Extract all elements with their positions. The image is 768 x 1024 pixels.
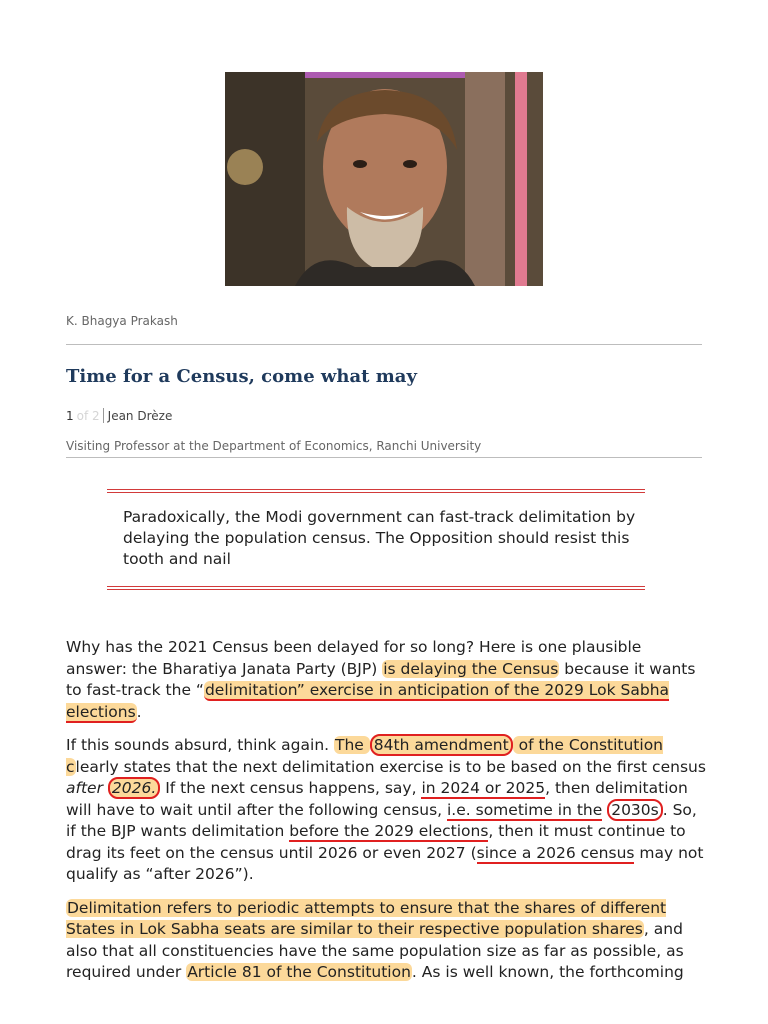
article-meta: [66, 408, 172, 423]
pullquote-top-rule: [107, 489, 645, 493]
text-run: . So, if the BJP wants delimitation: [66, 800, 697, 840]
page-total: of 2: [76, 408, 100, 423]
circled-text: 2030s: [607, 799, 663, 821]
pullquote-bottom-rule: [107, 586, 645, 590]
text-run: If the next census happens, say,: [160, 779, 422, 797]
text-run: If this sounds absurd, think again.: [66, 736, 334, 754]
page-number: 1: [66, 408, 74, 423]
text-run: , and also that all constituencies have the same population size as far as possible, as required under: [66, 920, 684, 981]
paragraph-1: [66, 637, 706, 723]
author-name[interactable]: Jean Drèze: [107, 408, 173, 423]
text-run: may not qualify as “after 2026”).: [66, 843, 704, 883]
pull-quote: Paradoxically, the Modi government can fast-track delimitation by delaying the population census. The Opposition should resist this tooth and nail: [123, 508, 636, 568]
text-run: because it wants to fast-track the “: [66, 659, 696, 699]
italic-text: after: [66, 779, 103, 797]
circled-highlight: 84th amendment: [370, 734, 513, 756]
portrait-illustration: [225, 72, 543, 286]
author-affiliation: Visiting Professor at the Department of Economics, Ranchi University: [66, 439, 482, 453]
circled-highlight: 2026.: [108, 777, 160, 799]
author-photo: [225, 72, 543, 286]
text-run: .: [136, 702, 142, 721]
text-run: Why has the 2021 Census been delayed for so long? Here is one plausible answer: the Bharatiya Janata Party (BJP): [66, 638, 642, 678]
highlight: The: [335, 736, 369, 754]
underlined-text: i.e. sometime in the: [447, 800, 603, 819]
caption-divider: [66, 344, 702, 345]
affiliation-divider: [66, 457, 702, 458]
highlight: of the Constitution c: [66, 736, 663, 776]
underlined-text: before the 2029 elections: [289, 822, 489, 840]
paragraph-2: [66, 735, 706, 886]
highlight-underlined: delimitation” exercise in anticipation of the 2029 Lok Sabha elections: [66, 681, 670, 721]
underlined-text: since a 2026 census: [476, 843, 635, 862]
paragraph-3: [66, 898, 706, 984]
article-body: [66, 637, 706, 996]
highlight: is delaying the Census: [383, 659, 559, 678]
text-run: , then delimitation will have to wait until after the following census,: [66, 779, 688, 819]
text-run: . As is well known, the forthcoming: [411, 963, 684, 981]
photo-caption: K. Bhagya Prakash: [66, 314, 178, 328]
text-run: , then it must continue to drag its feet on the census until 2026 or even 2027 (: [66, 822, 686, 862]
article-title: Time for a Census, come what may: [66, 366, 417, 387]
meta-separator: [103, 408, 104, 423]
highlight: Article 81 of the Constitution: [187, 963, 411, 981]
highlight: Delimitation refers to periodic attempts to ensure that the shares of different States in Lok Sabha seats are similar to their respective population shares: [66, 898, 667, 938]
text-run: learly states that the next delimitation exercise is to be based on the first census: [75, 757, 706, 776]
underlined-text: in 2024 or 2025: [421, 779, 546, 797]
